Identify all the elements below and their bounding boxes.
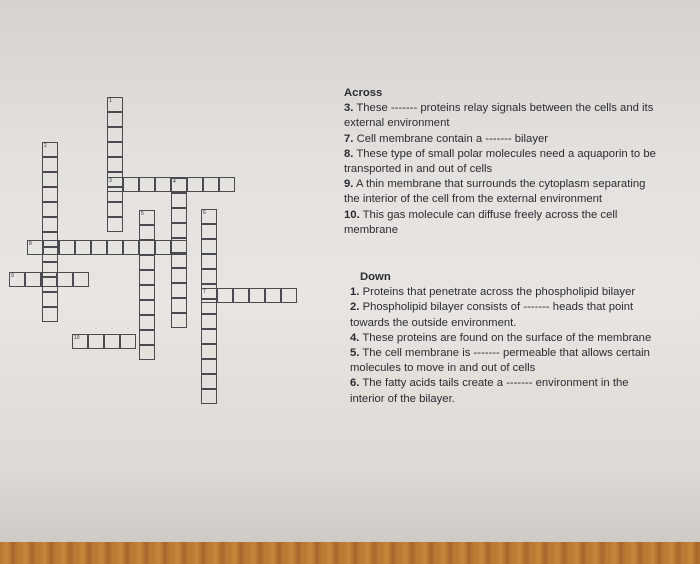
down-clue-line (350, 361, 651, 376)
crossword-cell[interactable] (139, 177, 155, 192)
crossword-cell[interactable] (123, 177, 139, 192)
crossword-cell[interactable] (104, 334, 120, 349)
across-clue-number: 7. (344, 132, 354, 145)
crossword-cell[interactable] (41, 272, 57, 287)
crossword-cell[interactable] (139, 225, 155, 240)
across-clue-number: 3. (344, 102, 354, 115)
crossword-cell[interactable] (42, 202, 58, 217)
clue-number-label: 10 (74, 335, 80, 341)
crossword-cell[interactable] (171, 240, 187, 255)
across-clue-line (344, 162, 656, 177)
clue-number-label: 1 (109, 98, 112, 104)
crossword-cell[interactable] (187, 177, 203, 192)
down-clue-line (350, 376, 651, 391)
across-clue-text: transported in and out of cells (344, 163, 493, 176)
across-clue-line (344, 132, 656, 147)
crossword-cell[interactable] (201, 239, 217, 254)
down-clue-line (350, 285, 651, 300)
across-clue-line (344, 101, 656, 116)
crossword-cell[interactable] (139, 345, 155, 360)
crossword-cell[interactable] (25, 272, 41, 287)
crossword-cell[interactable] (201, 254, 217, 269)
crossword-cell[interactable] (107, 217, 123, 232)
crossword-cell[interactable] (201, 359, 217, 374)
across-clue-line (344, 223, 656, 238)
crossword-cell[interactable] (171, 208, 187, 223)
clue-number-label: 8 (29, 241, 32, 247)
across-clue-text: membrane (344, 223, 398, 236)
crossword-cell[interactable] (120, 334, 136, 349)
down-clue-number: 5. (350, 347, 360, 360)
crossword-cell[interactable] (88, 334, 104, 349)
down-clue-text: towards the outside environment. (350, 316, 517, 329)
across-clue-text: Cell membrane contain a ------- bilayer (356, 132, 549, 145)
crossword-cell[interactable] (59, 240, 75, 255)
down-clue-text: The cell membrane is ------- permeable that allows certain (362, 347, 650, 360)
crossword-cell[interactable] (249, 288, 265, 303)
across-clue-text: This gas molecule can diffuse freely across the cell (362, 208, 618, 221)
across-heading: Across (344, 87, 383, 99)
clue-number-label: 9 (11, 273, 14, 279)
crossword-cell[interactable] (201, 374, 217, 389)
crossword-cell[interactable] (155, 177, 171, 192)
across-clues (344, 86, 656, 238)
down-clue-number: 4. (350, 331, 360, 344)
crossword-cell[interactable] (171, 298, 187, 313)
crossword-cell[interactable] (201, 329, 217, 344)
crossword-cell[interactable] (201, 314, 217, 329)
crossword-cell[interactable] (139, 330, 155, 345)
clue-number-label: 7 (203, 289, 206, 295)
across-clue-line (344, 177, 656, 192)
crossword-cell[interactable] (91, 240, 107, 255)
down-clue-number: 2. (350, 301, 360, 314)
crossword-cell[interactable] (171, 193, 187, 208)
crossword-cell[interactable] (281, 288, 297, 303)
crossword-cell[interactable] (107, 240, 123, 255)
crossword-cell[interactable] (107, 202, 123, 217)
crossword-cell[interactable] (107, 157, 123, 172)
crossword-cell[interactable] (201, 344, 217, 359)
clue-number-label: 4 (173, 179, 176, 185)
across-clue-text: the interior of the cell from the external environment (344, 193, 603, 206)
down-clues (350, 270, 651, 407)
across-clue-line (344, 192, 656, 207)
crossword-cell[interactable] (201, 389, 217, 404)
crossword-cell[interactable] (219, 177, 235, 192)
clue-number-label: 2 (44, 143, 47, 149)
crossword-cell[interactable] (201, 269, 217, 284)
crossword-cell[interactable] (42, 157, 58, 172)
crossword-cell[interactable] (107, 142, 123, 157)
down-clue-text: molecules to move in and out of cells (350, 362, 536, 375)
crossword-cell[interactable] (107, 112, 123, 127)
crossword-cell[interactable] (57, 272, 73, 287)
across-clue-line (344, 208, 656, 223)
down-clue-line (350, 346, 651, 361)
crossword-cell[interactable] (75, 240, 91, 255)
across-clue-number: 10. (344, 208, 360, 221)
crossword-cell[interactable] (123, 240, 139, 255)
crossword-cell[interactable] (171, 253, 187, 268)
crossword-cell[interactable] (155, 240, 171, 255)
clue-number-label: 5 (141, 211, 144, 217)
crossword-cell[interactable] (42, 172, 58, 187)
clue-number-label: 6 (203, 210, 206, 216)
across-clue-line (344, 116, 656, 131)
down-clue-line (350, 316, 651, 331)
crossword-cell[interactable] (139, 285, 155, 300)
down-clue-line (350, 392, 651, 407)
crossword-cell[interactable] (203, 177, 219, 192)
down-clue-text: interior of the bilayer. (350, 392, 455, 405)
down-clue-text: These proteins are found on the surface of the membrane (362, 331, 652, 344)
crossword-cell[interactable] (42, 187, 58, 202)
across-clue-text: A thin membrane that surrounds the cytoplasm separating (355, 178, 646, 191)
across-clue-text: These ------- proteins relay signals between the cells and its (356, 102, 654, 115)
crossword-cell[interactable] (42, 292, 58, 307)
crossword-cell[interactable] (171, 268, 187, 283)
crossword-cell[interactable] (139, 300, 155, 315)
crossword-cell[interactable] (73, 272, 89, 287)
crossword-cell[interactable] (217, 288, 233, 303)
crossword-cell[interactable] (265, 288, 281, 303)
crossword-cell[interactable] (233, 288, 249, 303)
down-clue-line (350, 331, 651, 346)
down-heading: Down (360, 271, 391, 283)
crossword-cell[interactable] (43, 240, 59, 255)
down-clue-line (350, 300, 651, 315)
crossword-cell[interactable] (139, 315, 155, 330)
crossword-cell[interactable] (171, 223, 187, 238)
across-clue-text: These type of small polar molecules need a aquaporin to be (356, 147, 656, 160)
crossword-cell[interactable] (171, 313, 187, 328)
crossword-cell[interactable] (139, 270, 155, 285)
across-clue-number: 8. (344, 147, 354, 160)
crossword-cell[interactable] (139, 240, 155, 255)
crossword-cell[interactable] (107, 127, 123, 142)
down-clue-text: Proteins that penetrate across the phospholipid bilayer (362, 286, 636, 299)
down-clue-number: 6. (350, 377, 360, 390)
across-clue-text: external environment (344, 117, 450, 130)
crossword-cell[interactable] (42, 217, 58, 232)
down-clue-text: The fatty acids tails create a ------- environment in the (362, 377, 629, 390)
crossword-cell[interactable] (42, 307, 58, 322)
across-clue-line (344, 147, 656, 162)
crossword-cell[interactable] (139, 255, 155, 270)
crossword-cell[interactable] (201, 224, 217, 239)
down-clue-number: 1. (350, 286, 360, 299)
crossword-cell[interactable] (171, 283, 187, 298)
down-clue-text: Phospholipid bilayer consists of ------- heads that point (362, 301, 634, 314)
clue-number-label: 3 (109, 178, 112, 184)
across-clue-number: 9. (344, 178, 354, 191)
